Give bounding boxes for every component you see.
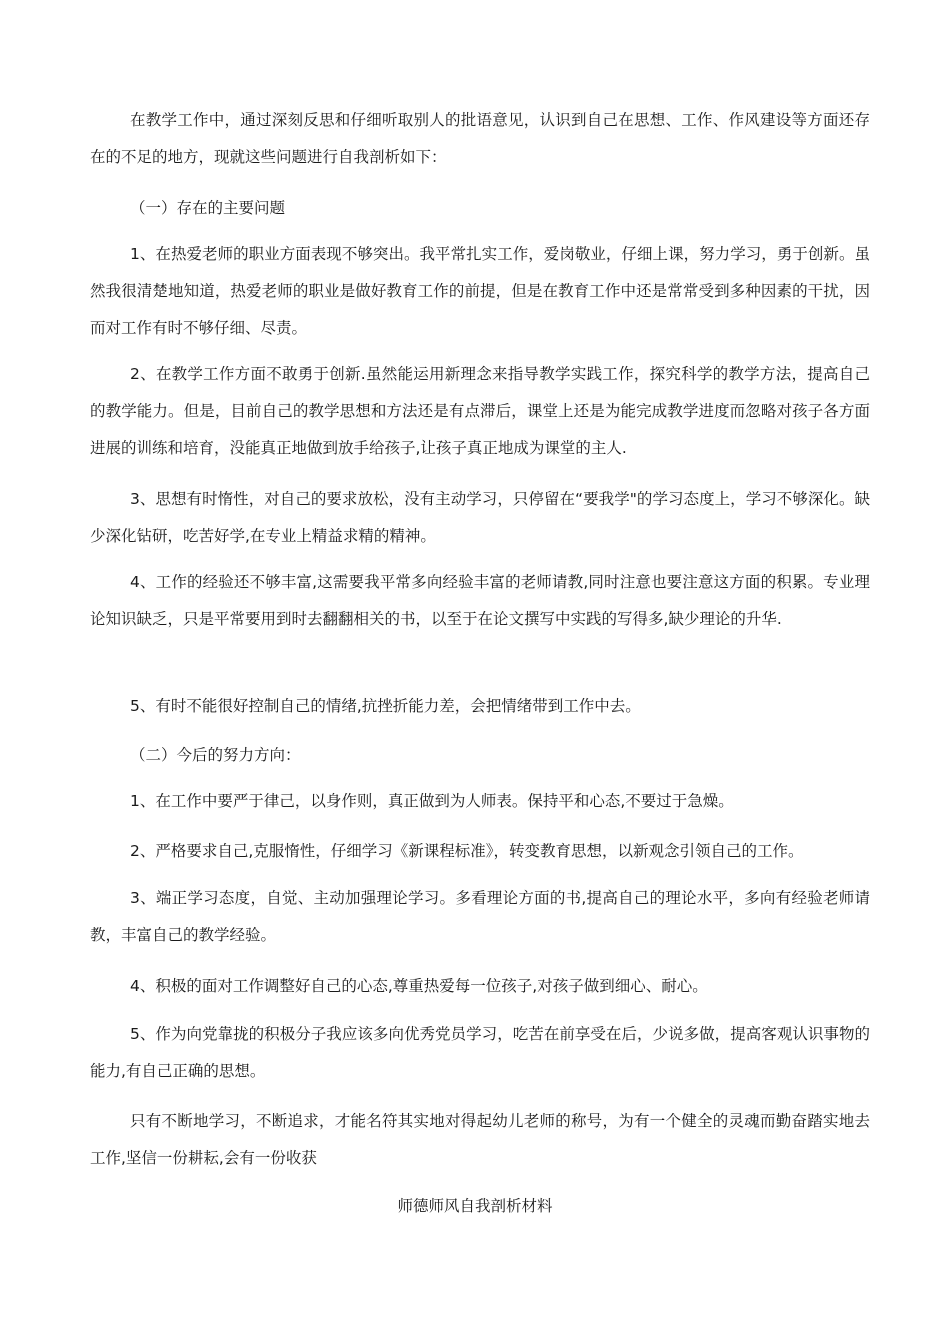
problem-item-2: 2、在教学工作方面不敢勇于创新.虽然能运用新理念来指导教学实践工作，探究科学的教学方法，提高自己的教学能力。但是，目前自己的教学思想和方法还是有点滞后，课堂上还是为能完成教学进度而忽略对孩子各方面进展的训练和培育，没能真正地做到放手给孩子,让孩子真正地成为课堂的主人. [90, 365, 870, 457]
section-heading-problems: （一）存在的主要问题 [130, 199, 286, 217]
direction-item-1: 1、在工作中要严于律己，以身作则，真正做到为人师表。保持平和心态,不要过于急燥。 [130, 792, 734, 810]
problem-item-4: 4、工作的经验还不够丰富,这需要我平常多向经验丰富的老师请教,同时注意也要注意这方面的积累。专业理论知识缺乏，只是平常要用到时去翻翻相关的书，以至于在论文撰写中实践的写得多,缺少理论的升华. [90, 573, 870, 628]
section-heading-directions: （二）今后的努力方向： [130, 746, 301, 764]
problem-item-1: 1、在热爱老师的职业方面表现不够突出。我平常扎实工作，爱岗敬业，仔细上课，努力学习，勇于创新。虽然我很清楚地知道，热爱老师的职业是做好教育工作的前提，但是在教育工作中还是常常受到多种因素的干扰，因而对工作有时不够仔细、尽责。 [90, 245, 870, 337]
closing-paragraph: 只有不断地学习，不断追求，才能名符其实地对得起幼儿老师的称号，为有一个健全的灵魂而勤奋踏实地去工作,坚信一份耕耘,会有一份收获 [90, 1112, 870, 1167]
problem-item-3: 3、思想有时惰性，对自己的要求放松，没有主动学习，只停留在“要我学"的学习态度上，学习不够深化。缺少深化钻研，吃苦好学,在专业上精益求精的精神。 [90, 490, 870, 545]
direction-item-3: 3、端正学习态度，自觉、主动加强理论学习。多看理论方面的书,提高自己的理论水平，多向有经验老师请教，丰富自己的教学经验。 [90, 889, 870, 944]
direction-item-2: 2、严格要求自己,克服惰性，仔细学习《新课程标准》，转变教育思想，以新观念引领自己的工作。 [130, 842, 804, 860]
direction-item-5: 5、作为向党靠拢的积极分子我应该多向优秀党员学习，吃苦在前享受在后，少说多做，提高客观认识事物的能力,有自己正确的思想。 [90, 1025, 870, 1080]
direction-item-4: 4、积极的面对工作调整好自己的心态,尊重热爱每一位孩子,对孩子做到细心、耐心。 [130, 977, 708, 995]
intro-paragraph: 在教学工作中，通过深刻反思和仔细听取别人的批语意见，认识到自己在思想、工作、作风建设等方面还存在的不足的地方，现就这些问题进行自我剖析如下： [90, 111, 870, 166]
next-section-title: 师德师风自我剖析材料 [397, 1197, 553, 1215]
problem-item-5: 5、有时不能很好控制自己的情绪,抗挫折能力差，会把情绪带到工作中去。 [130, 697, 641, 715]
